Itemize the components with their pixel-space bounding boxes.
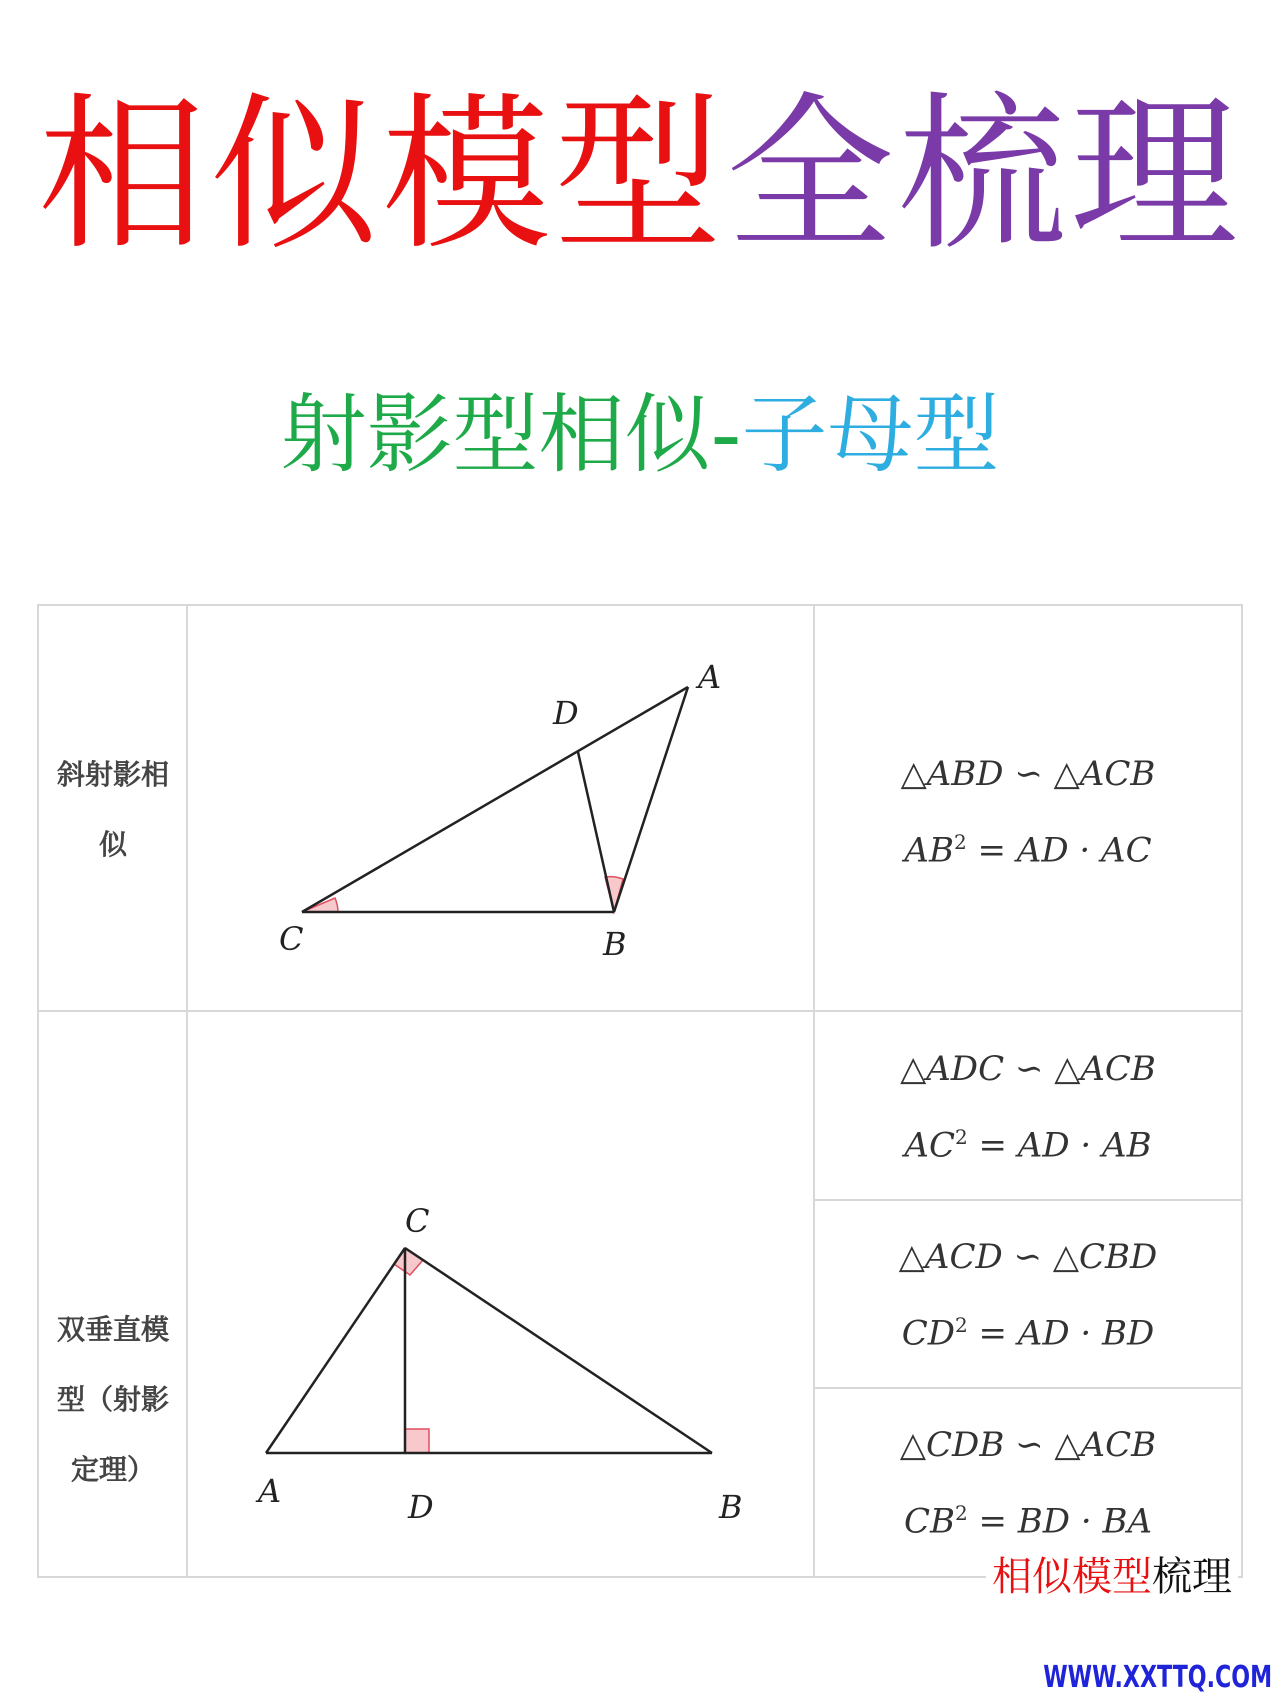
main-title-purple: 全梳理 (726, 77, 1242, 273)
formula-similarity: △CDB ∽ △ACB (899, 1425, 1157, 1465)
formula-similarity: △ACD ∽ △CBD (898, 1237, 1158, 1277)
formula-similarity: △ABD ∽ △ACB (900, 754, 1156, 794)
sub-title-green: 射影型相似- (280, 385, 742, 485)
figure1-label-d: D (553, 694, 579, 732)
row-label-line: 定理） (70, 1453, 155, 1486)
formula-equation: $CD^2$ = AD · BD (901, 1313, 1155, 1354)
formula-similarity: △ADC ∽ △ACB (900, 1049, 1156, 1089)
formula-equation: $CB^2$ = BD · BA (903, 1501, 1153, 1542)
figure2-label-b: B (719, 1488, 743, 1526)
formula-cdb-acb (816, 1411, 1240, 1555)
figure2-right-angle-d (405, 1429, 429, 1453)
figure2-side-ac (266, 1248, 405, 1453)
figure2-label-d: D (408, 1488, 434, 1526)
figure2-side-cb (405, 1248, 712, 1453)
figure-double-perpendicular (255, 1202, 743, 1526)
figure1-side-ab (614, 687, 688, 912)
watermark-caption (986, 1545, 1238, 1602)
row-label-double-perpendicular (40, 1295, 186, 1505)
row-label-oblique (40, 740, 186, 880)
row-label-line: 似 (98, 828, 127, 861)
figure1-side-ca (302, 687, 688, 912)
figure-oblique-projection (279, 658, 721, 963)
row-label-line: 型（射影 (56, 1383, 169, 1416)
watermark-black: 梳理 (1152, 1554, 1232, 1600)
formula-acd-cbd (816, 1223, 1240, 1367)
website-link[interactable]: WWW.XXTTQ.COM (1043, 1660, 1272, 1695)
main-title-red: 相似模型 (38, 77, 726, 273)
formula-equation: $AB^2$ = AD · AC (904, 830, 1152, 871)
row-label-line: 斜射影相 (56, 758, 169, 791)
figure2-label-a: A (258, 1472, 282, 1510)
figure2-label-c: C (405, 1202, 430, 1240)
formula-adc-acb (816, 1035, 1240, 1179)
figure1-label-c: C (279, 920, 304, 958)
watermark-red: 相似模型 (992, 1554, 1152, 1600)
figure1-segment-bd (578, 752, 614, 912)
formula-equation: $AC^2$ = AD · AB (904, 1125, 1152, 1166)
figure1-label-b: B (603, 925, 627, 963)
row-label-line: 双垂直模 (56, 1313, 169, 1346)
sub-title-blue: 子母型 (741, 385, 1000, 485)
formula-abd-acb (816, 740, 1240, 884)
figure1-label-a: A (698, 658, 722, 696)
figure2-right-angle-c (394, 1248, 423, 1275)
